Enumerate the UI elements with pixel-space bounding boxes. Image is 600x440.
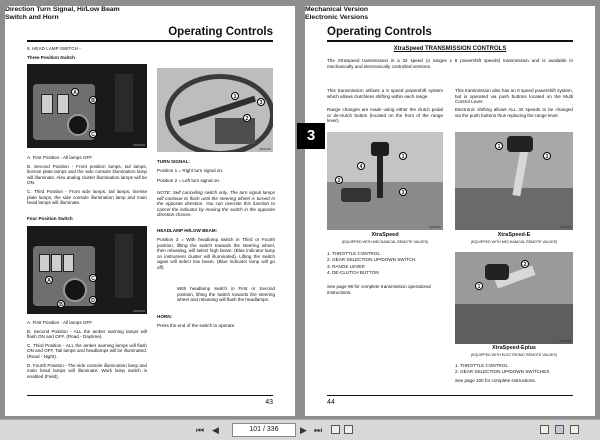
page-header: Operating Controls bbox=[327, 26, 432, 38]
turn-signal-title: TURN SIGNAL: bbox=[157, 159, 190, 164]
footer-rule bbox=[327, 395, 573, 396]
xtraspeed-eplus-subcaption: (EQUIPPED WITH ELECTRONIC REMOTE VALVES) bbox=[470, 353, 558, 357]
turn-position-2: Position 2 = Left turn signal on. bbox=[157, 178, 221, 183]
headlamp-position-3: Position 3 = With headlamp switch in Third or Fourth position, lifting the switch towards the steering wheel, then releasing, will select high beam. (Blue indicator lamp on instrument cluster will illuminated). Lifting the switch again will select low beam. (Blue indicator lamp will go off). bbox=[157, 237, 275, 270]
turn-position-1: Position 1 = Right turn signal on. bbox=[157, 168, 224, 173]
headlamp-beam-title: HEADLAMP HI/LOW BEAM: bbox=[157, 228, 218, 233]
last-page-icon[interactable]: ⏭ bbox=[314, 425, 323, 435]
xtraspeed-subcaption: (EQUIPPED WITH MECHANICAL REMOTE VALVES) bbox=[341, 240, 429, 244]
header-rule bbox=[327, 20, 573, 42]
photo-xtraspeed-eplus bbox=[455, 252, 573, 344]
photo-three-position-switch bbox=[27, 64, 147, 148]
photo-code: M204403 bbox=[559, 225, 571, 229]
photo-xtraspeed bbox=[327, 132, 443, 230]
callout-1: 1 bbox=[231, 92, 239, 100]
list-item: C. Third Position - ALL the amber warning lamps will flash ON and OFF. Tail lamps and headlamps will be illuminated. (Road - Night). bbox=[27, 342, 147, 359]
list-item: A. First Position - All lamps OFF. bbox=[27, 155, 93, 160]
fit-page-icon[interactable] bbox=[344, 425, 353, 434]
photo-code: M204403 bbox=[259, 147, 271, 151]
callout-1: 1 bbox=[475, 282, 483, 290]
mechanical-text-1: This transmission utilises a 8 speed powershift system which allows clutchless shifting within each range. bbox=[327, 88, 443, 99]
single-page-icon[interactable] bbox=[540, 425, 549, 434]
callout-2: 2 bbox=[335, 176, 343, 184]
next-page-icon[interactable]: ▶ bbox=[300, 425, 307, 435]
callout-2: 2 bbox=[521, 260, 529, 268]
page-header: Operating Controls bbox=[168, 26, 273, 38]
viewer-toolbar bbox=[0, 419, 600, 440]
turn-signal-note: NOTE: Self cancelling switch only. The turn signal lamps will continue to flash until the steering wheel is turned in the opposite direction. You can override this function to cancel the indicator by moving the switch in the opposite direction chosen. bbox=[157, 190, 275, 218]
photo-turn-signal-switch bbox=[157, 68, 273, 152]
list-item: 1. THROTTLE CONTROL bbox=[327, 251, 381, 256]
first-page-icon[interactable]: ⏮ bbox=[196, 425, 205, 435]
section-tab: 3 bbox=[297, 123, 325, 149]
callout-3: 3 bbox=[399, 188, 407, 196]
callout-d: D bbox=[89, 296, 97, 304]
xtraspeed-eplus-list bbox=[455, 363, 573, 376]
list-item: 1. THROTTLE CONTROL bbox=[455, 363, 509, 368]
callout-a: A bbox=[45, 276, 53, 284]
list-item: 4. DE-CLUTCH BUTTON bbox=[327, 270, 379, 276]
footer-rule bbox=[27, 395, 273, 396]
callout-c: C bbox=[89, 274, 97, 282]
page-43 bbox=[5, 6, 295, 416]
four-position-title: Four Position Switch bbox=[27, 216, 73, 221]
horn-title: HORN: bbox=[157, 314, 173, 319]
callout-c: C bbox=[89, 130, 97, 138]
electronic-text-1: This transmission also has an 8 speed powershift system, but is operated via push buttons located on the Multi Control Lever. bbox=[455, 88, 573, 105]
xtraspeed-eplus-caption: XtraSpeed-Eplus bbox=[491, 345, 536, 351]
electronic-text-2: Electronic shifting allows ALL 32 speeds to be changed via the push buttons thus replacing the range lever. bbox=[455, 107, 573, 118]
callout-b: B bbox=[89, 96, 97, 104]
list-item: A. First Position - All lamps OFF. bbox=[27, 320, 93, 325]
callout-2: 2 bbox=[243, 114, 251, 122]
turn-signal-section-title: Direction Turn Signal, Hi/Low Beam Switch and Horn bbox=[5, 6, 120, 21]
mechanical-title: Mechanical Version bbox=[305, 6, 369, 13]
callout-1: 1 bbox=[495, 142, 503, 150]
photo-xtraspeed-e bbox=[455, 132, 573, 230]
horn-text: Press the end of the switch to operate. bbox=[157, 323, 236, 328]
three-position-list bbox=[27, 155, 147, 206]
callout-3: 3 bbox=[257, 98, 265, 106]
four-position-list bbox=[27, 320, 147, 379]
two-page-icon[interactable] bbox=[555, 425, 564, 434]
transmission-title: XtraSpeed TRANSMISSION CONTROLS bbox=[393, 46, 507, 52]
photo-code: M204403 bbox=[133, 309, 145, 313]
xtraspeed-eplus-reference: See page 100 for complete instructions. bbox=[455, 378, 536, 383]
callout-b: B bbox=[57, 300, 65, 308]
xtraspeed-e-caption: XtraSpeed-E bbox=[497, 232, 531, 238]
electronic-title: Electronic Versions bbox=[305, 14, 369, 21]
xtraspeed-e-subcaption: (EQUIPPED WITH MECHANICAL REMOTE VALVES) bbox=[470, 240, 558, 244]
xtraspeed-reference: See page 98 for complete transmission operational instructions. bbox=[327, 284, 431, 295]
list-item: 2. GEAR SELECTION UP/DOWN SWITCHES bbox=[455, 369, 550, 375]
callout-4: 4 bbox=[357, 162, 365, 170]
list-item: 2. GEAR SELECTION UP/DOWN SWITCH bbox=[327, 257, 416, 263]
photo-four-position-switch bbox=[27, 226, 147, 314]
page-44 bbox=[305, 6, 595, 416]
page-number-input[interactable]: 101 / 336 bbox=[232, 423, 296, 437]
scroll-icon[interactable] bbox=[570, 425, 579, 434]
prev-page-icon[interactable]: ◀ bbox=[212, 425, 219, 435]
headlamp-flash: With headlamp switch in First or Second position, lifting the switch towards fire steering wheel and releasing will flash the headlamps. bbox=[177, 286, 275, 303]
list-item: B. Second Position - ALL the amber warning lamps will flash ON and OFF. (Road - Daytime). bbox=[27, 328, 147, 340]
mechanical-text-2: Range changes are made using either the clutch pedal or de-clutch button (located on the front of the range lever). bbox=[327, 107, 443, 124]
list-item: C. Third Position - Front side lamps, tail lamps, license plate lamps, the side console illumination lamp and main head lamps will illuminate. bbox=[27, 188, 147, 206]
section-title: 8. HEAD LAMP SWITCH - bbox=[27, 46, 81, 51]
header-rule bbox=[27, 20, 273, 42]
list-item: 3. RANGE LEVER bbox=[327, 263, 365, 269]
list-item: D. Fourth Position - The side console illumination lamp and main head lamps will illuminate. Work lamp switch is enabled (Field). bbox=[27, 362, 147, 379]
photo-code: M204403 bbox=[133, 143, 145, 147]
photo-code: M204403 bbox=[559, 339, 571, 343]
fit-width-icon[interactable] bbox=[331, 425, 340, 434]
three-position-title: Three Position Switch bbox=[27, 55, 75, 60]
page-number: 44 bbox=[327, 399, 335, 406]
xtraspeed-list bbox=[327, 251, 443, 277]
page-number: 43 bbox=[265, 399, 273, 406]
xtraspeed-caption: XtraSpeed bbox=[371, 232, 399, 238]
list-item: B. Second Position - Front position lamps, tail lamps, license plate lamps and the side console illumination lamp will illuminate. Also analog cluster illumination lamps will be ON. bbox=[27, 163, 148, 186]
callout-2: 2 bbox=[543, 152, 551, 160]
transmission-intro: The XtraSpeed transmission is a 32 speed (4 ranges x 8 powershift speeds) transmission and is available in mechanically and electronically controlled versions. bbox=[327, 58, 573, 69]
photo-code: M204403 bbox=[429, 225, 441, 229]
callout-1: 1 bbox=[399, 152, 407, 160]
callout-a: A bbox=[71, 88, 79, 96]
